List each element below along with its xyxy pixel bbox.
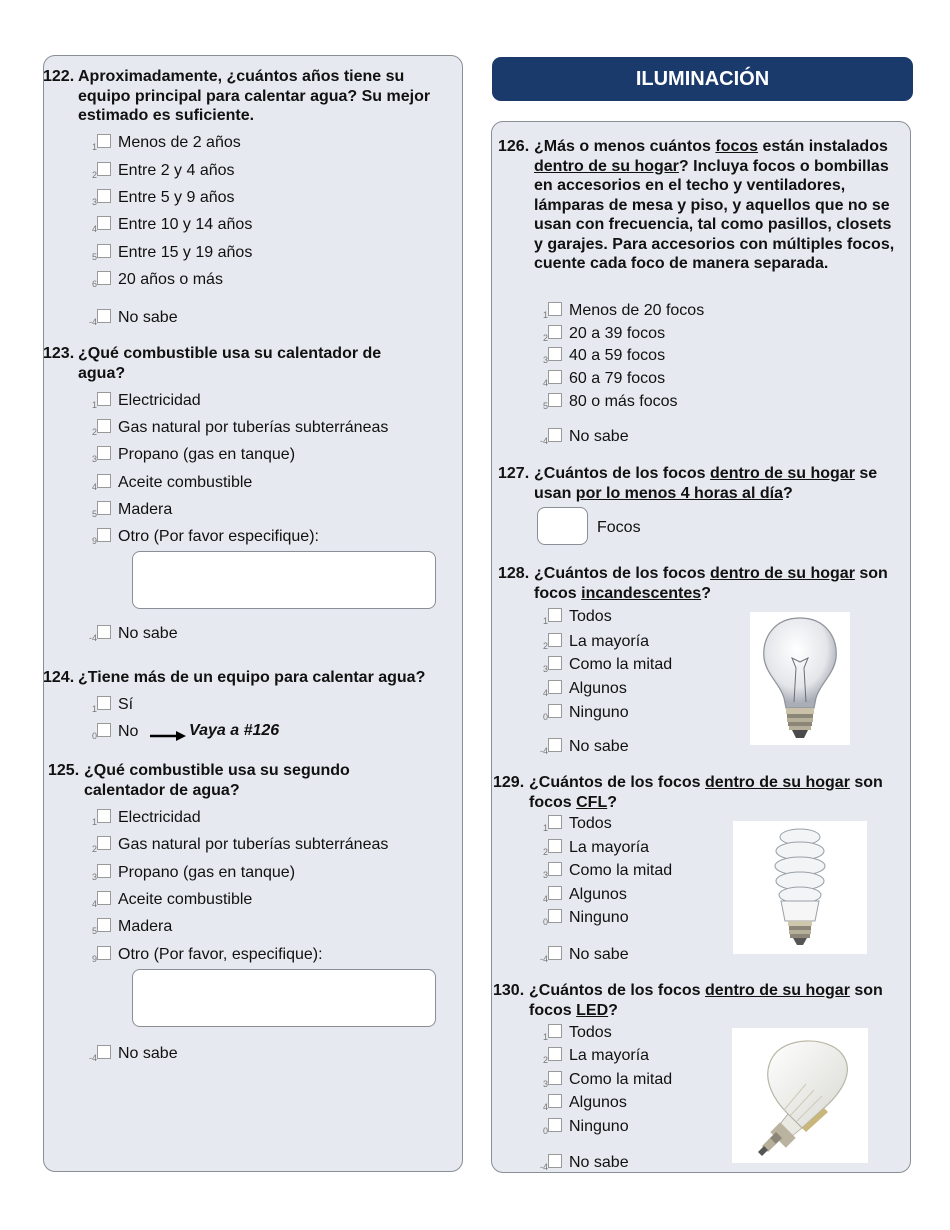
option-code: -4 [88, 633, 97, 643]
checkbox[interactable] [548, 370, 562, 384]
option-label: No sabe [118, 625, 178, 642]
checkbox[interactable] [548, 704, 562, 718]
question-text [534, 137, 904, 274]
skip-instruction: Vaya a #126 [189, 722, 280, 739]
option[interactable] [86, 945, 323, 969]
option[interactable] [537, 814, 612, 838]
checkbox[interactable] [97, 864, 111, 878]
text-part: ? Incluya focos o bombillas en accesorios en el techo y ventiladores, lámparas de mesa y piso, y aquellos que no se usan con frecuencia, tal como pasillos, closets y garajes. Para accesorios con múltiples focos, cuente cada foco de manera separada. [534, 157, 895, 272]
option-code: 2 [91, 844, 97, 854]
option[interactable] [86, 133, 241, 157]
option-label: Como la mitad [569, 656, 673, 673]
question-123 [43, 344, 423, 383]
option[interactable] [537, 1093, 627, 1117]
option-code: 3 [542, 355, 548, 365]
option[interactable] [86, 270, 223, 294]
option-label: 20 a 39 focos [569, 325, 666, 342]
question-text: Aproximadamente, ¿cuántos años tiene su equipo principal para calentar agua? Su mejor estimado es suficiente. [78, 68, 431, 124]
checkbox[interactable] [97, 528, 111, 542]
option[interactable] [537, 703, 629, 727]
option[interactable] [537, 885, 627, 909]
checkbox[interactable] [97, 501, 111, 515]
option-code: 2 [542, 333, 548, 343]
section-header [492, 57, 913, 101]
text-part: ? [607, 793, 618, 811]
question-text [534, 464, 904, 503]
option-label: La mayoría [569, 839, 650, 856]
question-126 [498, 137, 904, 274]
checkbox[interactable] [548, 325, 562, 339]
option-code: 2 [542, 847, 548, 857]
cfl-bulb-icon [733, 821, 867, 954]
checkbox[interactable] [97, 946, 111, 960]
option-label: Entre 10 y 14 años [118, 216, 253, 233]
option-code: 0 [542, 1126, 548, 1136]
checkbox[interactable] [97, 271, 111, 285]
checkbox[interactable] [548, 815, 562, 829]
option[interactable] [537, 427, 629, 451]
option[interactable] [86, 188, 235, 212]
option[interactable] [86, 161, 235, 185]
option-label: Ninguno [569, 704, 629, 721]
option-code: 4 [542, 378, 548, 388]
option[interactable] [537, 1023, 612, 1047]
option-code: 1 [542, 616, 548, 626]
option[interactable] [537, 861, 672, 885]
option-label: Entre 2 y 4 años [118, 162, 235, 179]
skip-arrow-icon [150, 728, 186, 738]
option-code: -4 [539, 954, 548, 964]
checkbox[interactable] [548, 656, 562, 670]
text-part: están instalados [758, 138, 888, 155]
option-code: 4 [91, 482, 97, 492]
checkbox[interactable] [548, 680, 562, 694]
checkbox[interactable] [548, 608, 562, 622]
checkbox[interactable] [548, 886, 562, 900]
checkbox[interactable] [97, 162, 111, 176]
question-128 [498, 564, 888, 603]
option-code: 0 [91, 731, 97, 741]
question-text: ¿Qué combustible usa su calentador de agua? [78, 345, 382, 382]
option-label: 60 a 79 focos [569, 370, 666, 387]
checkbox[interactable] [548, 428, 562, 442]
option-label: Como la mitad [569, 1071, 673, 1088]
checkbox[interactable] [97, 809, 111, 823]
option-code: 2 [542, 641, 548, 651]
question-number: 123. [43, 345, 75, 362]
checkbox[interactable] [548, 839, 562, 853]
option[interactable] [86, 308, 178, 332]
option[interactable] [537, 1153, 629, 1177]
checkbox[interactable] [97, 419, 111, 433]
option[interactable] [537, 392, 678, 416]
option-label: No [118, 723, 139, 740]
option[interactable] [86, 808, 201, 832]
question-number: 127. [498, 465, 530, 482]
focos-count-input[interactable] [537, 507, 588, 545]
text-part: son focos [534, 565, 888, 602]
option[interactable] [86, 890, 252, 914]
checkbox[interactable] [548, 1071, 562, 1085]
option-code: 9 [91, 536, 97, 546]
option-code: -4 [539, 436, 548, 446]
option[interactable] [86, 391, 201, 415]
option-code: 1 [91, 142, 97, 152]
option[interactable] [86, 1044, 178, 1068]
option-code: 4 [542, 688, 548, 698]
checkbox[interactable] [548, 1047, 562, 1061]
option-code: 5 [542, 401, 548, 411]
option-label: Otro (Por favor, especifique): [118, 946, 323, 963]
option-code: 4 [91, 899, 97, 909]
text-emphasis: incandescentes [581, 584, 702, 602]
option-code: -4 [539, 746, 548, 756]
option-code: 4 [542, 894, 548, 904]
question-text [534, 564, 888, 603]
option[interactable] [537, 607, 612, 631]
text-part: se usan [534, 465, 878, 502]
checkbox[interactable] [548, 393, 562, 407]
checkbox[interactable] [548, 633, 562, 647]
text-part: ? [782, 484, 793, 502]
option[interactable] [537, 346, 665, 370]
option[interactable] [86, 500, 172, 524]
question-127 [498, 464, 904, 503]
text-part: ¿Cuántos de los focos [534, 465, 711, 482]
checkbox[interactable] [97, 1045, 111, 1059]
question-124 [43, 668, 458, 688]
option-label: 20 años o más [118, 271, 223, 288]
checkbox[interactable] [548, 1024, 562, 1038]
option-code: 5 [91, 252, 97, 262]
option-label: Madera [118, 501, 173, 518]
text-part: ? [608, 1001, 618, 1019]
option-code: 4 [91, 224, 97, 234]
option-code: 0 [542, 917, 548, 927]
option-code: 6 [91, 279, 97, 289]
checkbox[interactable] [548, 302, 562, 316]
text-part: son focos [529, 982, 883, 1019]
led-bulb-icon [732, 1028, 868, 1163]
option[interactable] [86, 215, 252, 239]
text-emphasis: dentro de su hogar [705, 774, 850, 791]
text-part: ? [701, 584, 711, 602]
option-label: Electricidad [118, 809, 201, 826]
option-label: Entre 5 y 9 años [118, 189, 235, 206]
option-label: 40 a 59 focos [569, 347, 666, 364]
option[interactable] [537, 1070, 672, 1094]
text-part: ¿Cuántos de los focos [534, 565, 711, 582]
checkbox[interactable] [97, 918, 111, 932]
checkbox[interactable] [548, 1094, 562, 1108]
checkbox[interactable] [548, 1118, 562, 1132]
text-emphasis: CFL [576, 793, 608, 811]
checkbox[interactable] [97, 216, 111, 230]
option-label: Ninguno [569, 909, 629, 926]
option-label: Entre 15 y 19 años [118, 244, 253, 261]
option[interactable] [537, 1117, 629, 1141]
option-code: 5 [91, 509, 97, 519]
option-code: 2 [91, 427, 97, 437]
option-label: La mayoría [569, 633, 650, 650]
question-number: 125. [48, 762, 80, 779]
option-code: 2 [542, 1055, 548, 1065]
text-emphasis: LED [576, 1001, 609, 1019]
question-number: 130. [493, 982, 525, 999]
question-number: 126. [498, 138, 530, 155]
option-label: Gas natural por tuberías subterráneas [118, 836, 389, 853]
question-number: 122. [43, 68, 75, 85]
option-label: Todos [569, 1024, 612, 1041]
option-code: 3 [542, 870, 548, 880]
question-text: ¿Tiene más de un equipo para calentar agua? [78, 669, 426, 686]
option-code: -4 [88, 1053, 97, 1063]
checkbox[interactable] [97, 309, 111, 323]
question-text [529, 773, 883, 812]
question-130 [493, 981, 883, 1020]
text-emphasis: dentro de su hogar [534, 157, 679, 175]
option-label: Propano (gas en tanque) [118, 864, 296, 881]
checkbox[interactable] [548, 909, 562, 923]
option[interactable] [537, 655, 672, 679]
option-code: 0 [542, 712, 548, 722]
question-125 [48, 761, 428, 800]
checkbox[interactable] [97, 244, 111, 258]
option[interactable] [537, 324, 665, 348]
option-label: Menos de 2 años [118, 134, 241, 151]
question-number: 128. [498, 565, 530, 582]
option-label: Propano (gas en tanque) [118, 446, 296, 463]
option[interactable] [86, 835, 388, 859]
option-label: Todos [569, 608, 612, 625]
checkbox[interactable] [97, 836, 111, 850]
option[interactable] [86, 243, 252, 267]
option-label: Sí [118, 696, 134, 713]
checkbox[interactable] [97, 134, 111, 148]
option[interactable] [537, 838, 649, 862]
question-number: 129. [493, 774, 525, 791]
option[interactable] [86, 473, 252, 497]
option[interactable] [537, 301, 704, 325]
question-122 [43, 67, 453, 126]
text-emphasis: focos [715, 138, 759, 155]
option-label: No sabe [118, 309, 178, 326]
checkbox[interactable] [97, 625, 111, 639]
checkbox[interactable] [97, 474, 111, 488]
text-emphasis: dentro de su hogar [710, 565, 855, 582]
option-label: Aceite combustible [118, 891, 253, 908]
option-label: No sabe [569, 738, 629, 755]
option-label: No sabe [569, 946, 629, 963]
option-label: No sabe [118, 1045, 178, 1062]
option-code: 1 [542, 1032, 548, 1042]
option-label: Madera [118, 918, 173, 935]
checkbox[interactable] [97, 891, 111, 905]
option-code: 1 [542, 823, 548, 833]
checkbox[interactable] [97, 723, 111, 737]
option-code: 4 [542, 1102, 548, 1112]
option-label: Algunos [569, 1094, 627, 1111]
option-label: Menos de 20 focos [569, 302, 705, 319]
text-emphasis: por lo menos 4 horas al día [575, 484, 783, 502]
checkbox[interactable] [548, 738, 562, 752]
option[interactable] [86, 624, 178, 648]
option-code: 3 [91, 197, 97, 207]
option-label: Ninguno [569, 1118, 629, 1135]
checkbox[interactable] [97, 446, 111, 460]
option-code: 2 [91, 170, 97, 180]
option[interactable] [86, 445, 295, 469]
option[interactable] [86, 418, 388, 442]
checkbox[interactable] [548, 1154, 562, 1168]
text-part: son focos [529, 774, 883, 811]
checkbox[interactable] [97, 189, 111, 203]
other-specify-input[interactable] [132, 969, 436, 1027]
section-title: ILUMINACIÓN [635, 67, 770, 90]
checkbox[interactable] [548, 862, 562, 876]
other-specify-input[interactable] [132, 551, 436, 609]
option-code: 5 [91, 926, 97, 936]
question-129 [493, 773, 883, 812]
option-label: Otro (Por favor especifique): [118, 528, 319, 545]
text-part: ¿Cuántos de los focos [529, 774, 706, 791]
option-code: 9 [91, 954, 97, 964]
question-number: 124. [43, 669, 75, 686]
option[interactable] [537, 369, 665, 393]
checkbox[interactable] [548, 347, 562, 361]
option-code: 3 [542, 1079, 548, 1089]
checkbox[interactable] [97, 392, 111, 406]
option-label: Gas natural por tuberías subterráneas [118, 419, 389, 436]
option[interactable] [537, 679, 627, 703]
text-part: ¿Cuántos de los focos [529, 982, 706, 999]
option[interactable] [537, 737, 629, 761]
option[interactable] [537, 632, 649, 656]
option-code: 3 [91, 872, 97, 882]
option[interactable] [537, 908, 629, 932]
option-code: 3 [542, 664, 548, 674]
option-code: 1 [91, 704, 97, 714]
text-emphasis: dentro de su hogar [705, 982, 850, 999]
option-label: Electricidad [118, 392, 201, 409]
checkbox[interactable] [548, 946, 562, 960]
option-code: -4 [88, 317, 97, 327]
option-label: Aceite combustible [118, 474, 253, 491]
option-label: Como la mitad [569, 862, 673, 879]
text-part: ¿Más o menos cuántos [534, 138, 716, 155]
option-label: 80 o más focos [569, 393, 678, 410]
option[interactable] [86, 722, 138, 746]
text-emphasis: dentro de su hogar [710, 465, 855, 482]
option[interactable] [86, 917, 172, 941]
option-code: -4 [539, 1162, 548, 1172]
question-text [529, 981, 883, 1020]
checkbox[interactable] [97, 696, 111, 710]
incandescent-bulb-icon [750, 612, 850, 745]
option-code: 3 [91, 454, 97, 464]
option-code: 1 [91, 400, 97, 410]
option-label: Algunos [569, 680, 627, 697]
option-label: No sabe [569, 428, 629, 445]
option[interactable] [86, 863, 295, 887]
question-text: ¿Qué combustible usa su segundo calentador de agua? [84, 762, 350, 799]
unit-label: Focos [597, 519, 641, 536]
option[interactable] [86, 695, 133, 719]
option[interactable] [537, 1046, 649, 1070]
option-label: No sabe [569, 1154, 629, 1171]
option[interactable] [537, 945, 629, 969]
option-code: 1 [91, 817, 97, 827]
option-label: Todos [569, 815, 612, 832]
option[interactable] [86, 527, 319, 551]
option-label: Algunos [569, 886, 627, 903]
option-code: 1 [542, 310, 548, 320]
option-label: La mayoría [569, 1047, 650, 1064]
